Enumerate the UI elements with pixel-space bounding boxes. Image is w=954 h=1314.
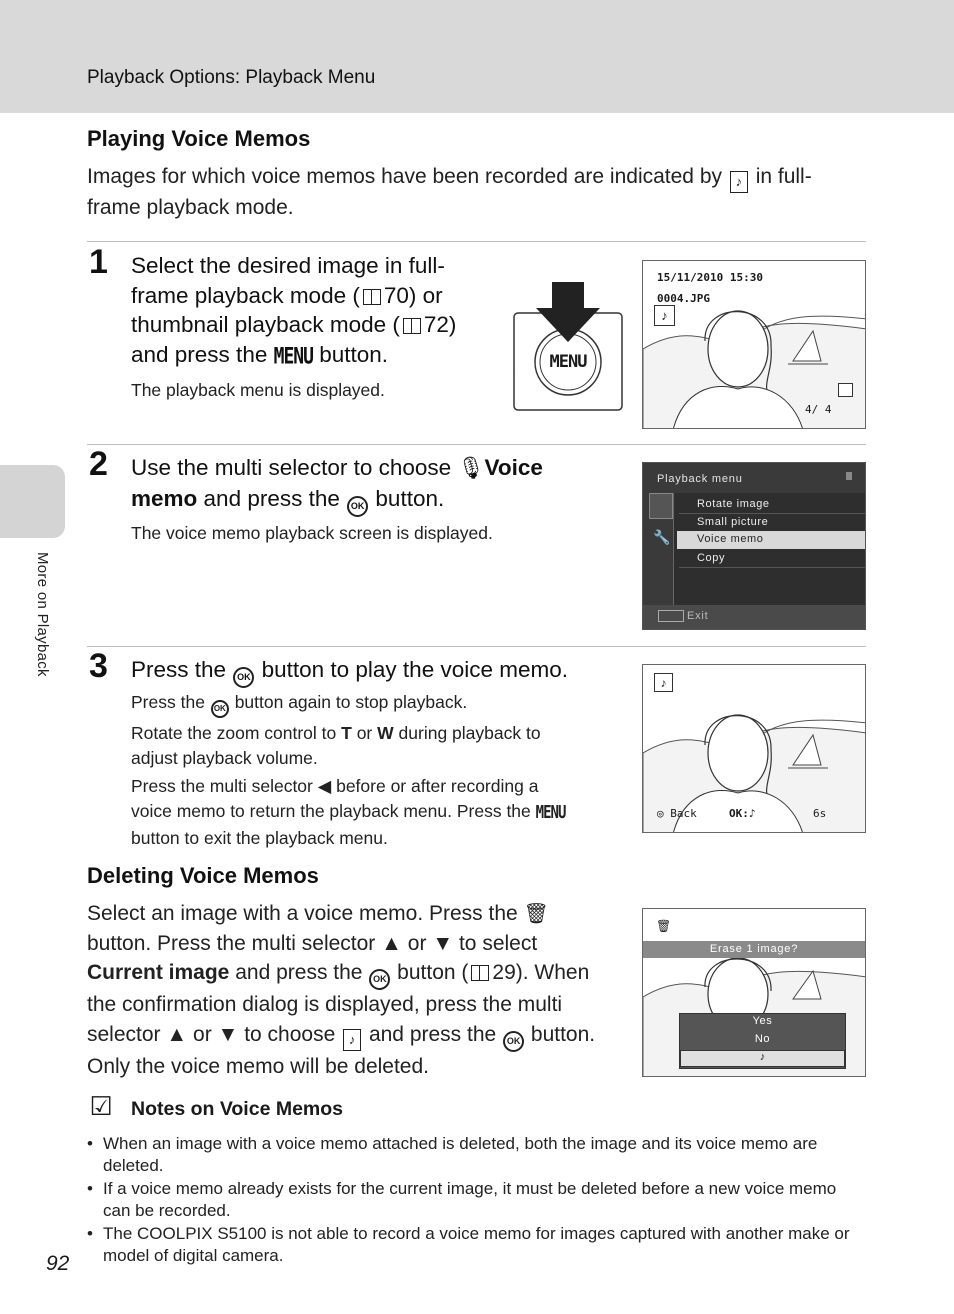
screen-back-label: ◎ Back xyxy=(657,807,697,820)
menu-item-small-picture[interactable]: Small picture xyxy=(679,514,865,532)
playback-tab-icon xyxy=(649,493,673,519)
step-1-note: The playback menu is displayed. xyxy=(131,380,385,400)
menu-glyph: MENU xyxy=(535,802,566,823)
step-3-title: Press the OK button to play the voice memo. xyxy=(131,655,631,688)
screen-ok-indicator: OK:♪ xyxy=(729,807,756,820)
menu-button-label: MENU xyxy=(549,352,587,372)
section-header: Playback Options: Playback Menu xyxy=(87,67,376,88)
deleting-body: Select an image with a voice memo. Press the 🗑 button. Press the multi selector ▲ or ▼ to select Current image and press the OK button ( 29). When the confirmation dialog is displayed, press the multi selector ▲ or ▼ to choose ♪ and press the OK button. Only the voice memo will be deleted. xyxy=(87,901,596,1078)
trash-icon: 🗑 xyxy=(656,919,672,933)
note-item: • If a voice memo already exists for the current image, it must be deleted before a new voice memo can be recorded. xyxy=(87,1178,867,1222)
ok-button-icon: OK xyxy=(347,496,368,517)
ok-button-icon: OK xyxy=(503,1031,524,1052)
playing-title: Playing Voice Memos xyxy=(87,126,311,151)
camera-screen-playback-menu xyxy=(642,462,866,630)
camera-screen-erase-dialog xyxy=(642,908,866,1077)
menu-key-icon xyxy=(658,610,684,622)
playing-intro: Images for which voice memos have been recorded are indicated by ♪ in full- frame playback mode. xyxy=(87,165,812,219)
divider xyxy=(87,646,866,647)
step-2-title: Use the multi selector to choose 🎙Voice memo and press the OK button. xyxy=(131,453,601,517)
trash-icon: 🗑 xyxy=(523,901,549,925)
erase-option-no[interactable]: No xyxy=(754,1033,771,1045)
ok-button-icon: OK xyxy=(211,700,229,718)
menu-item-rotate-image[interactable]: Rotate image xyxy=(679,496,865,514)
reference-icon xyxy=(363,289,381,305)
step-2-number: 2 xyxy=(89,445,108,483)
step-1-number: 1 xyxy=(89,243,108,281)
menu-button-illustration xyxy=(513,280,623,412)
erase-option-yes[interactable]: Yes xyxy=(752,1015,773,1027)
reference-icon xyxy=(403,318,421,334)
camera-screen-voice-playback xyxy=(642,664,866,833)
header-band xyxy=(0,0,954,113)
ok-button-icon: OK xyxy=(369,969,390,990)
chapter-label: More on Playback xyxy=(34,552,51,677)
scroll-indicator xyxy=(846,472,852,480)
menu-item-voice-memo[interactable]: Voice memo xyxy=(677,531,865,549)
notes-list xyxy=(87,1133,867,1268)
divider xyxy=(87,241,866,242)
erase-option-voice-memo[interactable]: ♪ xyxy=(680,1050,845,1067)
screen-filename: 0004.JPG xyxy=(657,292,710,305)
note-item: • The COOLPIX S5100 is not able to record a voice memo for images captured with another make or model of digital camera. xyxy=(87,1223,867,1267)
setup-tab-icon: 🔧 xyxy=(653,529,671,545)
step-2-note: The voice memo playback screen is displayed. xyxy=(131,523,493,543)
step-3-number: 3 xyxy=(89,647,108,685)
screen-counter: 4/ 4 xyxy=(805,403,832,416)
voice-memo-icon: ♪ xyxy=(343,1029,361,1051)
checkmark-icon: ☑ xyxy=(89,1090,113,1121)
page-number: 92 xyxy=(46,1252,70,1275)
step-3-body: Press the OK button again to stop playback. Rotate the zoom control to T or W during playback to adjust playback volume. Press the multi selector ◀ before or after recording a voice memo to return the playback menu. Press the MENU button to exit the playback menu. xyxy=(131,692,566,848)
notes-title: Notes on Voice Memos xyxy=(131,1098,344,1120)
microphone-icon: 🎙 xyxy=(457,456,485,481)
chapter-tab xyxy=(0,465,65,538)
note-item: • When an image with a voice memo attached is deleted, both the image and its voice memo are deleted. xyxy=(87,1133,867,1177)
divider xyxy=(87,444,866,445)
deleting-title: Deleting Voice Memos xyxy=(87,863,319,888)
screen-time: 6s xyxy=(813,807,827,820)
menu-glyph: MENU xyxy=(273,342,313,370)
reference-icon xyxy=(471,965,489,981)
ok-button-icon: OK xyxy=(233,667,254,688)
menu-item-copy[interactable]: Copy xyxy=(679,550,865,568)
menu-screen-title: Playback menu xyxy=(657,473,743,485)
step-1-title: Select the desired image in full- frame playback mode ( 70) or thumbnail playback mode ( 72) and press the MENU button. xyxy=(131,251,511,371)
camera-screen-fullframe xyxy=(642,260,866,429)
erase-prompt: Erase 1 image? xyxy=(643,941,865,958)
screen-datetime: 15/11/2010 15:30 xyxy=(657,271,763,284)
image-size-icon xyxy=(838,383,853,397)
voice-memo-icon: ♪ xyxy=(730,171,748,193)
menu-footer-exit: Exit xyxy=(687,610,709,622)
voice-memo-icon: ♪ xyxy=(654,673,673,692)
voice-memo-icon: ♪ xyxy=(654,305,675,326)
